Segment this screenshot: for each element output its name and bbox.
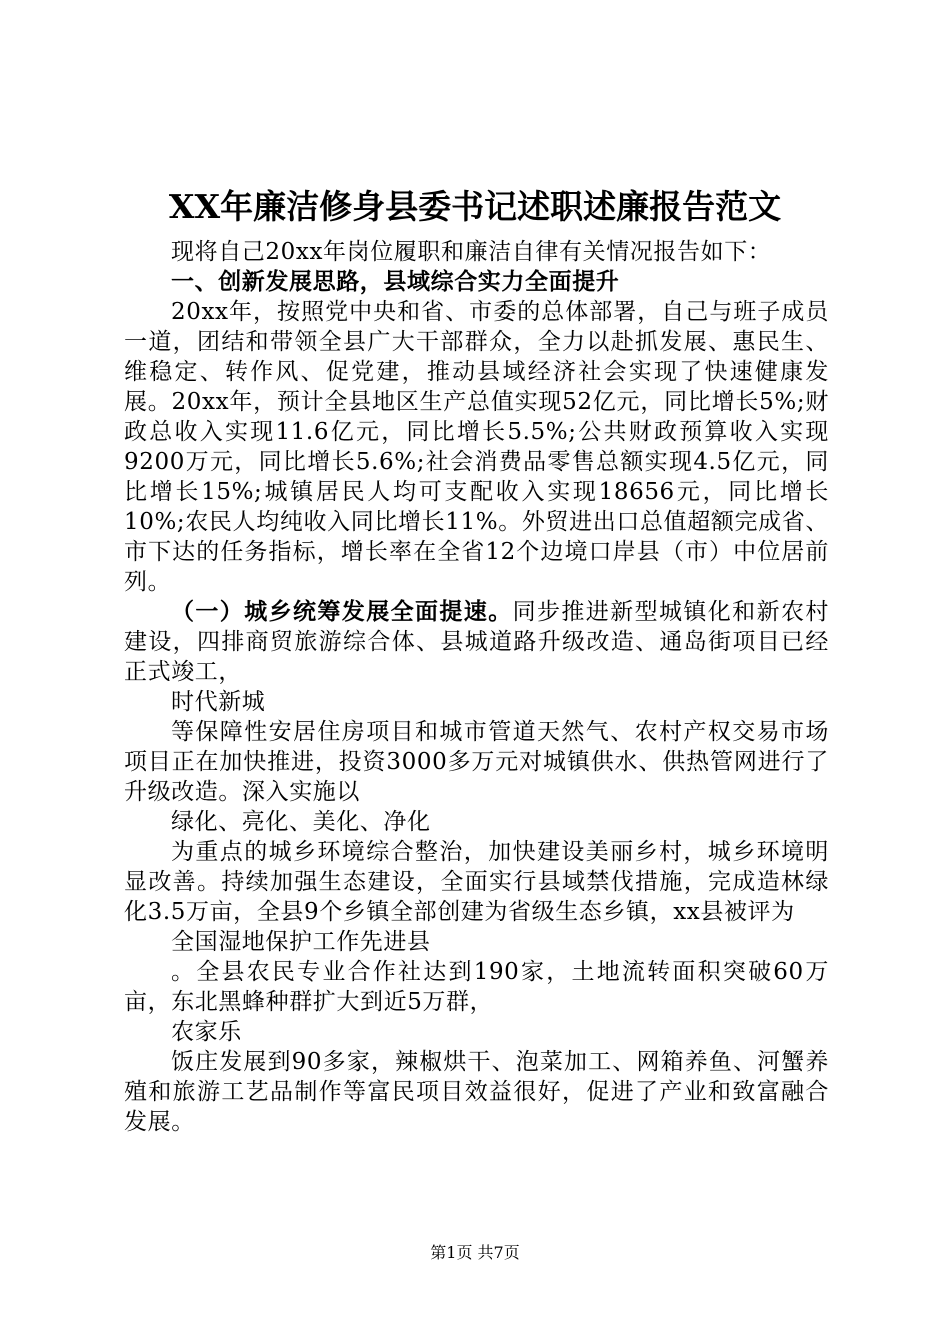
paragraph (124, 597, 829, 687)
page-title: XX年廉洁修身县委书记述职述廉报告范文 (168, 187, 782, 226)
document-body (124, 237, 829, 1137)
paragraph: 20xx年，按照党中央和省、市委的总体部署，自己与班子成员一道，团结和带领全县广大干部群众，全力以赴抓发展、惠民生、维稳定、转作风、促党建，推动县域经济社会实现了快速健康发展。20xx年，预计全县地区生产总值实现52亿元，同比增长5%;财政总收入实现11.6亿元，同比增长5.5%;公共财政预算收入实现9200万元，同比增长5.6%;社会消费品零售总额实现4.5亿元，同比增长15%;城镇居民人均可支配收入实现18656元，同比增长10%;农民人均纯收入同比增长11%。外贸进出口总值超额完成省、市下达的任务指标，增长率在全省12个边境口岸县（市）中位居前列。 (124, 299, 829, 595)
section-heading: 一、创新发展思路，县域综合实力全面提升 (171, 268, 620, 295)
paragraph: 时代新城 (171, 689, 266, 715)
paragraph-intro: 现将自己20xx年岗位履职和廉洁自律有关情况报告如下： (171, 239, 772, 265)
paragraph: 等保障性安居住房项目和城市管道天然气、农村产权交易市场项目正在加快推进，投资3000多万元对城镇供水、供热管网进行了升级改造。深入实施以 (124, 719, 829, 805)
paragraph: 。全县农民专业合作社达到190家，土地流转面积突破60万亩，东北黑蜂种群扩大到近5万群， (124, 959, 829, 1015)
paragraph: 绿化、亮化、美化、净化 (171, 809, 431, 835)
page-number: 第1页 共7页 (430, 1243, 520, 1262)
paragraph: 农家乐 (171, 1019, 242, 1045)
paragraph: 饭庄发展到90多家，辣椒烘干、泡菜加工、网箱养鱼、河蟹养殖和旅游工艺品制作等富民项目效益很好，促进了产业和致富融合发展。 (124, 1049, 829, 1135)
paragraph: 为重点的城乡环境综合整治，加快建设美丽乡村，城乡环境明显改善。持续加强生态建设，全面实行县域禁伐措施，完成造林绿化3.5万亩，全县9个乡镇全部创建为省级生态乡镇，xx县被评为 (124, 839, 829, 925)
paragraph: 全国湿地保护工作先进县 (171, 929, 431, 955)
paragraph-text: 同步推进新型城镇化和新农村建设，四排商贸旅游综合体、县城道路升级改造、通岛街项目已经正式竣工， (124, 599, 829, 685)
subsection-lead: （一）城乡统筹发展全面提速。 (171, 598, 513, 625)
